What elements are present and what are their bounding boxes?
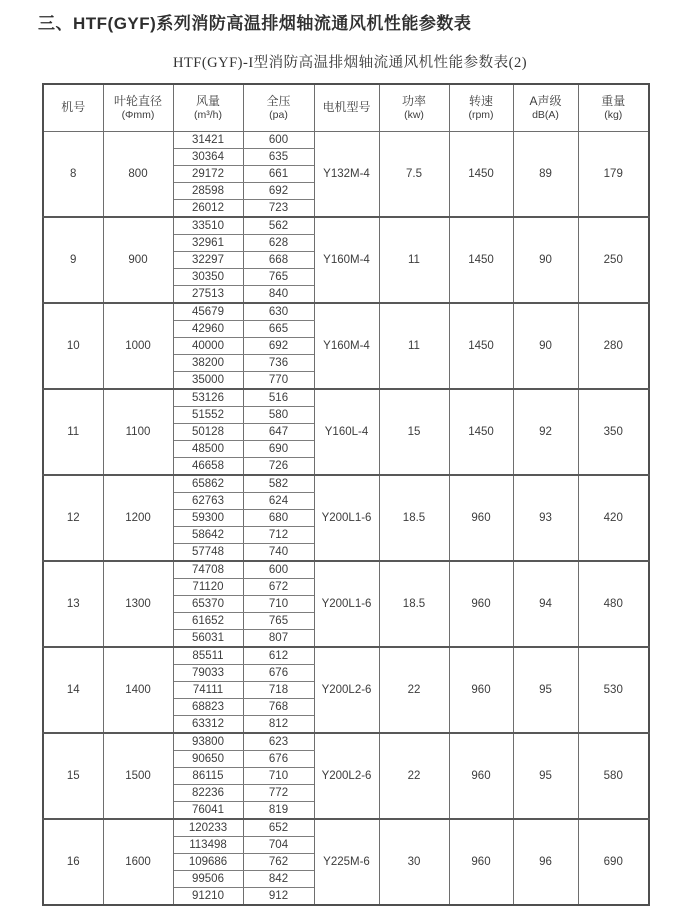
flow-cell: 99506 — [173, 870, 243, 887]
motor-model-cell: Y225M-6 — [314, 819, 379, 905]
noise-level-cell: 93 — [513, 475, 578, 561]
pressure-cell: 768 — [243, 698, 314, 715]
header-weight — [578, 84, 649, 131]
pressure-cell: 736 — [243, 354, 314, 371]
flow-cell: 51552 — [173, 406, 243, 423]
flow-cell: 29172 — [173, 165, 243, 182]
motor-model-cell: Y200L1-6 — [314, 475, 379, 561]
flow-cell: 38200 — [173, 354, 243, 371]
speed-cell: 960 — [449, 561, 513, 647]
header-label: 电机型号 — [322, 100, 371, 115]
header-label: 功率 — [401, 93, 426, 108]
pressure-cell: 740 — [243, 543, 314, 561]
diameter-cell: 900 — [103, 217, 173, 303]
pressure-cell: 772 — [243, 784, 314, 801]
power-cell: 18.5 — [379, 475, 449, 561]
flow-cell: 27513 — [173, 285, 243, 303]
pressure-cell: 723 — [243, 199, 314, 217]
pressure-cell: 807 — [243, 629, 314, 647]
pressure-cell: 710 — [243, 767, 314, 784]
pressure-cell: 762 — [243, 853, 314, 870]
header-power — [379, 84, 449, 131]
flow-cell: 28598 — [173, 182, 243, 199]
pressure-cell: 630 — [243, 303, 314, 321]
machine-no-cell: 14 — [43, 647, 103, 733]
pressure-cell: 624 — [243, 492, 314, 509]
power-cell: 15 — [379, 389, 449, 475]
diameter-cell: 1100 — [103, 389, 173, 475]
flow-cell: 57748 — [173, 543, 243, 561]
pressure-cell: 623 — [243, 733, 314, 751]
pressure-cell: 840 — [243, 285, 314, 303]
pressure-cell: 600 — [243, 561, 314, 579]
flow-cell: 86115 — [173, 767, 243, 784]
power-cell: 11 — [379, 217, 449, 303]
header-label: A声级 — [529, 93, 562, 108]
noise-level-cell: 90 — [513, 303, 578, 389]
pressure-cell: 690 — [243, 440, 314, 457]
flow-cell: 45679 — [173, 303, 243, 321]
header-air-flow — [173, 84, 243, 131]
page-subtitle: HTF(GYF)-I型消防高温排烟轴流通风机性能参数表(2) — [172, 55, 528, 71]
weight-cell: 280 — [578, 303, 649, 389]
header-motor-model — [314, 84, 379, 131]
flow-cell: 120233 — [173, 819, 243, 837]
noise-level-cell: 95 — [513, 647, 578, 733]
pressure-cell: 765 — [243, 268, 314, 285]
flow-cell: 82236 — [173, 784, 243, 801]
flow-cell: 63312 — [173, 715, 243, 733]
header-label: 风量 — [195, 93, 220, 108]
flow-cell: 79033 — [173, 664, 243, 681]
pressure-cell: 582 — [243, 475, 314, 493]
speed-cell: 960 — [449, 475, 513, 561]
speed-cell: 1450 — [449, 217, 513, 303]
header-machine-no — [43, 84, 103, 131]
motor-model-cell: Y160L-4 — [314, 389, 379, 475]
pressure-cell: 580 — [243, 406, 314, 423]
pressure-cell: 692 — [243, 182, 314, 199]
header-unit: (m³/h) — [194, 108, 222, 121]
table-row — [43, 561, 649, 579]
flow-cell: 42960 — [173, 320, 243, 337]
flow-cell: 113498 — [173, 836, 243, 853]
table-row — [43, 389, 649, 407]
noise-level-cell: 89 — [513, 131, 578, 217]
noise-level-cell: 90 — [513, 217, 578, 303]
table-row — [43, 131, 649, 148]
speed-cell: 1450 — [449, 389, 513, 475]
pressure-cell: 652 — [243, 819, 314, 837]
pressure-cell: 516 — [243, 389, 314, 407]
pressure-cell: 710 — [243, 595, 314, 612]
flow-cell: 93800 — [173, 733, 243, 751]
table-row — [43, 733, 649, 751]
flow-cell: 32297 — [173, 251, 243, 268]
pressure-cell: 726 — [243, 457, 314, 475]
machine-no-cell: 9 — [43, 217, 103, 303]
noise-level-cell: 95 — [513, 733, 578, 819]
machine-no-cell: 16 — [43, 819, 103, 905]
flow-cell: 65370 — [173, 595, 243, 612]
weight-cell: 480 — [578, 561, 649, 647]
pressure-cell: 680 — [243, 509, 314, 526]
speed-cell: 1450 — [449, 131, 513, 217]
header-unit: (kg) — [604, 108, 623, 121]
pressure-cell: 665 — [243, 320, 314, 337]
header-unit: (kw) — [404, 108, 424, 121]
table-header-row — [43, 84, 649, 131]
document-page — [0, 9, 700, 902]
power-cell: 11 — [379, 303, 449, 389]
pressure-cell: 765 — [243, 612, 314, 629]
pressure-cell: 562 — [243, 217, 314, 235]
pressure-cell: 676 — [243, 664, 314, 681]
flow-cell: 33510 — [173, 217, 243, 235]
flow-cell: 30364 — [173, 148, 243, 165]
pressure-cell: 668 — [243, 251, 314, 268]
weight-cell: 690 — [578, 819, 649, 905]
pressure-cell: 600 — [243, 131, 314, 148]
header-unit: dB(A) — [532, 108, 559, 121]
machine-no-cell: 11 — [43, 389, 103, 475]
motor-model-cell: Y160M-4 — [314, 303, 379, 389]
page-title: 三、HTF(GYF)系列消防高温排烟轴流通风机性能参数表 — [38, 14, 472, 33]
flow-cell: 90650 — [173, 750, 243, 767]
header-total-pressure — [243, 84, 314, 131]
pressure-cell: 672 — [243, 578, 314, 595]
diameter-cell: 1400 — [103, 647, 173, 733]
noise-level-cell: 94 — [513, 561, 578, 647]
machine-no-cell: 10 — [43, 303, 103, 389]
flow-cell: 71120 — [173, 578, 243, 595]
header-label: 重量 — [601, 93, 626, 108]
flow-cell: 61652 — [173, 612, 243, 629]
table-row — [43, 217, 649, 235]
header-label: 机号 — [61, 100, 86, 115]
pressure-cell: 628 — [243, 234, 314, 251]
flow-cell: 35000 — [173, 371, 243, 389]
flow-cell: 59300 — [173, 509, 243, 526]
header-impeller-diameter — [103, 84, 173, 131]
diameter-cell: 1300 — [103, 561, 173, 647]
header-unit: (Φmm) — [121, 108, 155, 121]
noise-level-cell: 96 — [513, 819, 578, 905]
flow-cell: 68823 — [173, 698, 243, 715]
flow-cell: 31421 — [173, 131, 243, 148]
header-label: 叶轮直径 — [113, 93, 162, 108]
speed-cell: 960 — [449, 647, 513, 733]
pressure-cell: 912 — [243, 887, 314, 905]
flow-cell: 40000 — [173, 337, 243, 354]
pressure-cell: 676 — [243, 750, 314, 767]
pressure-cell: 770 — [243, 371, 314, 389]
diameter-cell: 1200 — [103, 475, 173, 561]
power-cell: 22 — [379, 733, 449, 819]
flow-cell: 74708 — [173, 561, 243, 579]
header-rotation-speed — [449, 84, 513, 131]
diameter-cell: 1600 — [103, 819, 173, 905]
header-noise-level — [513, 84, 578, 131]
pressure-cell: 712 — [243, 526, 314, 543]
header-unit: (pa) — [269, 108, 288, 121]
pressure-cell: 812 — [243, 715, 314, 733]
power-cell: 22 — [379, 647, 449, 733]
power-cell: 30 — [379, 819, 449, 905]
motor-model-cell: Y200L1-6 — [314, 561, 379, 647]
diameter-cell: 1500 — [103, 733, 173, 819]
pressure-cell: 661 — [243, 165, 314, 182]
flow-cell: 46658 — [173, 457, 243, 475]
flow-cell: 85511 — [173, 647, 243, 665]
weight-cell: 250 — [578, 217, 649, 303]
flow-cell: 53126 — [173, 389, 243, 407]
motor-model-cell: Y132M-4 — [314, 131, 379, 217]
machine-no-cell: 12 — [43, 475, 103, 561]
header-label: 转速 — [468, 93, 493, 108]
diameter-cell: 1000 — [103, 303, 173, 389]
header-label: 全压 — [266, 93, 291, 108]
speed-cell: 960 — [449, 733, 513, 819]
table-body — [43, 131, 649, 905]
flow-cell: 48500 — [173, 440, 243, 457]
weight-cell: 420 — [578, 475, 649, 561]
pressure-cell: 692 — [243, 337, 314, 354]
header-unit: (rpm) — [468, 108, 494, 121]
weight-cell: 350 — [578, 389, 649, 475]
motor-model-cell: Y200L2-6 — [314, 733, 379, 819]
pressure-cell: 704 — [243, 836, 314, 853]
fan-parameters-table — [42, 83, 650, 906]
flow-cell: 30350 — [173, 268, 243, 285]
pressure-cell: 612 — [243, 647, 314, 665]
flow-cell: 76041 — [173, 801, 243, 819]
flow-cell: 26012 — [173, 199, 243, 217]
weight-cell: 580 — [578, 733, 649, 819]
flow-cell: 58642 — [173, 526, 243, 543]
table-row — [43, 303, 649, 321]
pressure-cell: 718 — [243, 681, 314, 698]
flow-cell: 65862 — [173, 475, 243, 493]
noise-level-cell: 92 — [513, 389, 578, 475]
flow-cell: 32961 — [173, 234, 243, 251]
machine-no-cell: 15 — [43, 733, 103, 819]
table-row — [43, 647, 649, 665]
weight-cell: 530 — [578, 647, 649, 733]
flow-cell: 109686 — [173, 853, 243, 870]
power-cell: 7.5 — [379, 131, 449, 217]
flow-cell: 74111 — [173, 681, 243, 698]
power-cell: 18.5 — [379, 561, 449, 647]
pressure-cell: 842 — [243, 870, 314, 887]
speed-cell: 1450 — [449, 303, 513, 389]
weight-cell: 179 — [578, 131, 649, 217]
flow-cell: 56031 — [173, 629, 243, 647]
machine-no-cell: 8 — [43, 131, 103, 217]
motor-model-cell: Y160M-4 — [314, 217, 379, 303]
pressure-cell: 647 — [243, 423, 314, 440]
table-row — [43, 475, 649, 493]
flow-cell: 50128 — [173, 423, 243, 440]
motor-model-cell: Y200L2-6 — [314, 647, 379, 733]
diameter-cell: 800 — [103, 131, 173, 217]
pressure-cell: 635 — [243, 148, 314, 165]
machine-no-cell: 13 — [43, 561, 103, 647]
table-row — [43, 819, 649, 837]
pressure-cell: 819 — [243, 801, 314, 819]
flow-cell: 91210 — [173, 887, 243, 905]
speed-cell: 960 — [449, 819, 513, 905]
flow-cell: 62763 — [173, 492, 243, 509]
